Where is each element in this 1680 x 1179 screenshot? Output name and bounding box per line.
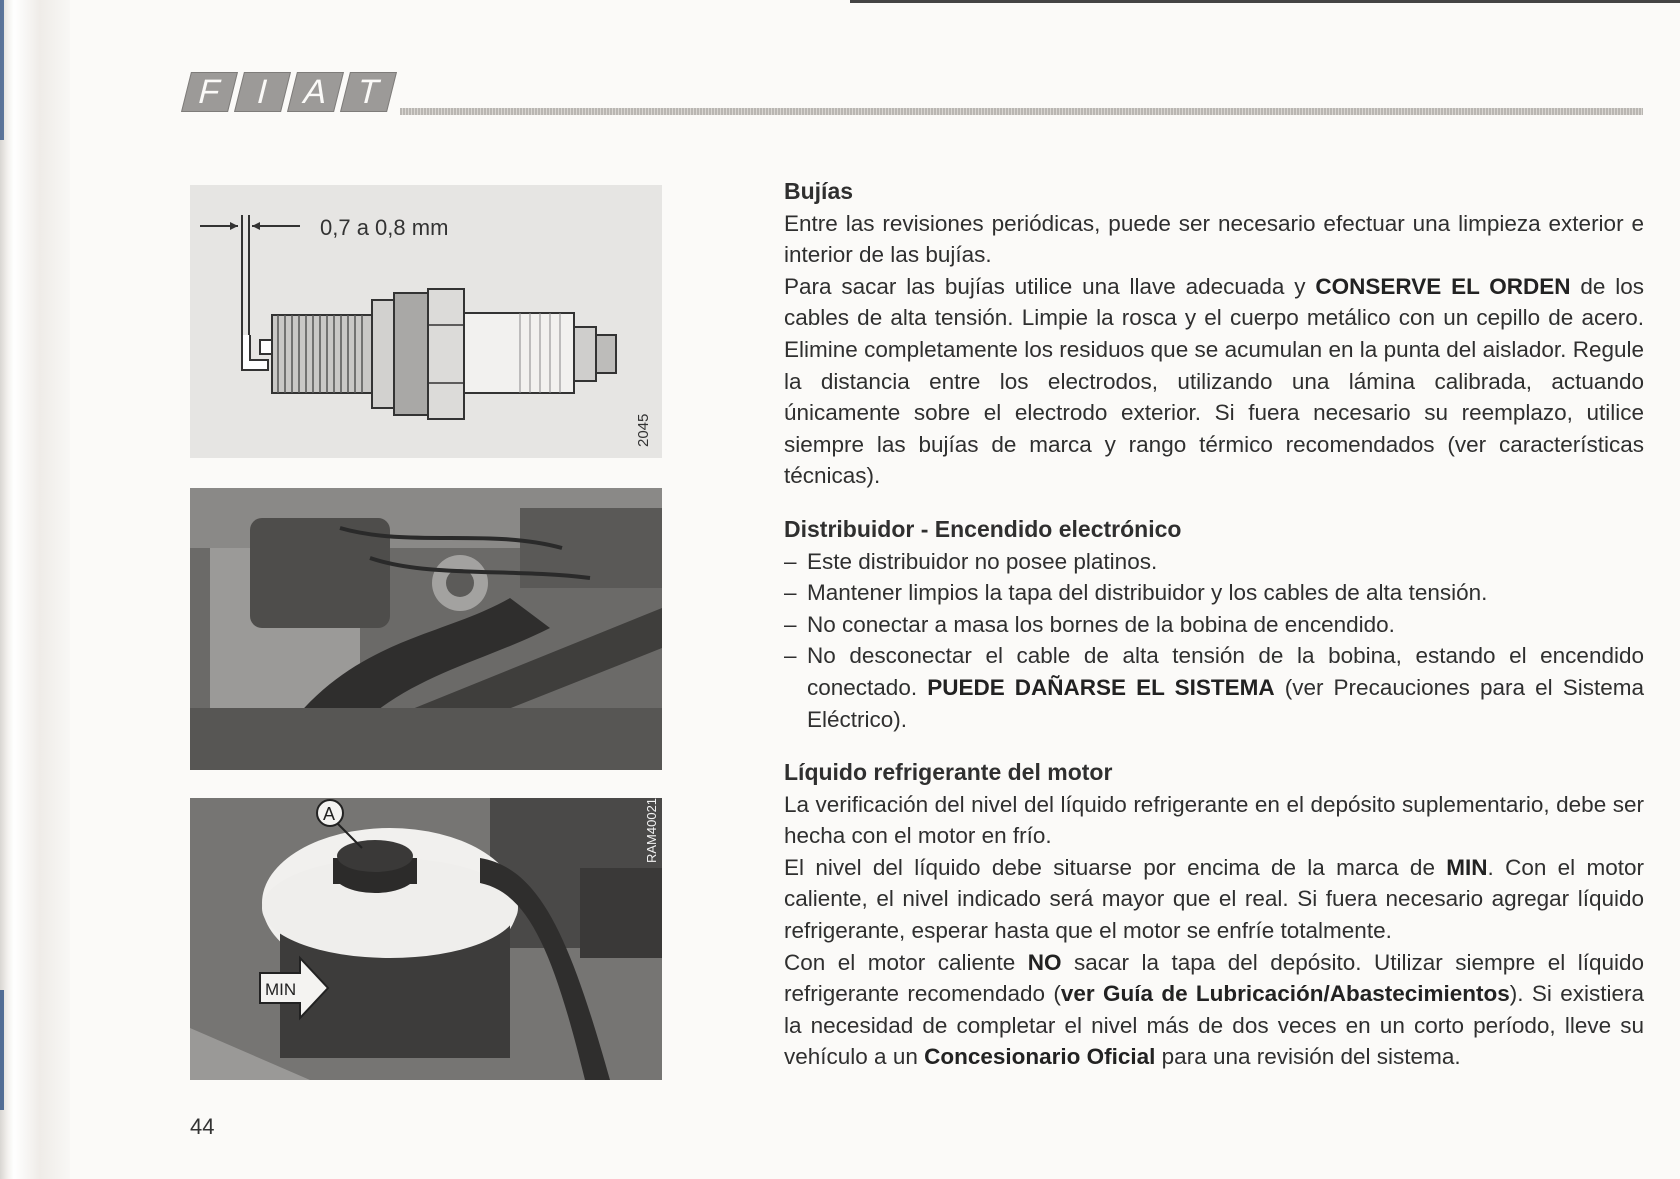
list-item: – Este distribuidor no posee platinos. (784, 546, 1644, 578)
paragraph (784, 947, 1644, 1073)
section-distribuidor (784, 514, 1644, 735)
emphasis-text: ver Guía de Lubricación/Abastecimientos (1060, 981, 1510, 1007)
section-title: Bujías (784, 178, 854, 204)
list-item (784, 640, 1644, 735)
bullet-list (784, 546, 1644, 736)
text-run: El nivel del líquido debe situarse por encima de la marca de (784, 854, 1447, 880)
list-item: – No conectar a masa los bornes de la bobina de encendido. (784, 609, 1644, 641)
paragraph (784, 852, 1644, 947)
text-run: de los cables de alta tensión. Limpie la rosca y el cuerpo metálico con un cepillo de acero. Elimine completamente los residuos que se acumulan en la punta del aislador. Regule la distancia entre los electrodos, utilizando una lámina calibrada, actuando únicamente sobre el electrodo exterior. Si fuera necesario su reemplazo, utilice siempre las bujías de marca y rango térmico recomendados (ver características técnicas). (784, 273, 1644, 489)
text-run: sacar la tapa del depósito. Utilizar siempre el líquido refrigerante recomendado ( (784, 949, 1644, 1007)
binding-stripe-top (0, 0, 4, 140)
text-run: para una revisión del sistema. (1155, 1044, 1461, 1070)
list-item: – Mantener limpios la tapa del distribuidor y los cables de alta tensión. (784, 577, 1644, 609)
book-binding-edge (0, 0, 70, 1179)
coolant-photo-illustration (190, 798, 662, 1080)
section-title: Distribuidor - Encendido electrónico (784, 515, 1182, 542)
paragraph: Entre las revisiones periódicas, puede ser necesario efectuar una limpieza exterior e interior de las bujías. (784, 210, 1644, 268)
section-title: Líquido refrigerante del motor (784, 759, 1113, 786)
emphasis-text: MIN (1446, 854, 1488, 880)
distributor-engine-photo (190, 488, 662, 770)
figure-code: RAM40021 (644, 798, 659, 863)
logo-letter: I (234, 72, 291, 112)
emphasis-text: CONSERVE EL ORDEN (1315, 273, 1571, 299)
figure-code: 2045 (635, 413, 652, 447)
spark-plug-figure (190, 185, 662, 458)
emphasis-text: PUEDE DAÑARSE EL SISTEMA (927, 674, 1275, 700)
text-run: . Con el motor caliente, el nivel indicado será mayor que el real. Si fuera necesario agregar líquido refrigerante, esperar hasta que el motor se enfríe totalmente. (784, 854, 1644, 944)
paragraph (784, 271, 1644, 492)
logo-letter: T (340, 72, 397, 112)
text-run: Con el motor caliente (784, 949, 1028, 975)
section-bujias (784, 176, 1644, 492)
emphasis-text: Concesionario Oficial (924, 1044, 1156, 1070)
min-mark-label: MIN (265, 980, 297, 999)
text-run: Para sacar las bujías utilice una llave adecuada y (784, 273, 1316, 299)
binding-stripe-bottom (0, 990, 4, 1110)
page-number: 44 (190, 1114, 215, 1139)
text-run: ). Si existiera la necesidad de completar el nivel más de dos veces en un corto período, lleve su vehículo a un (784, 981, 1644, 1070)
section-liquido (784, 757, 1644, 1073)
engine-photo-illustration (190, 488, 662, 770)
fiat-logo (181, 72, 397, 112)
logo-letter: F (181, 72, 238, 112)
callout-a-label: A (323, 804, 336, 824)
top-rule (850, 0, 1680, 3)
text-run: No desconectar el cable de alta tensión de la bobina, estando el encendido conectado. (807, 643, 1644, 700)
header-rule (400, 108, 1643, 115)
logo-letter: A (287, 72, 344, 112)
text-run: (ver Precauciones para el Sistema Eléctrico). (807, 674, 1644, 732)
coolant-reservoir-photo (190, 798, 662, 1080)
paragraph: La verificación del nivel del líquido refrigerante en el depósito suplementario, debe ser hecha con el motor en frío. (784, 791, 1644, 849)
emphasis-text: NO (1027, 949, 1062, 975)
spark-plug-illustration (190, 185, 662, 458)
gap-measurement-label: 0,7 a 0,8 mm (320, 215, 449, 240)
main-text-column (784, 176, 1644, 1095)
